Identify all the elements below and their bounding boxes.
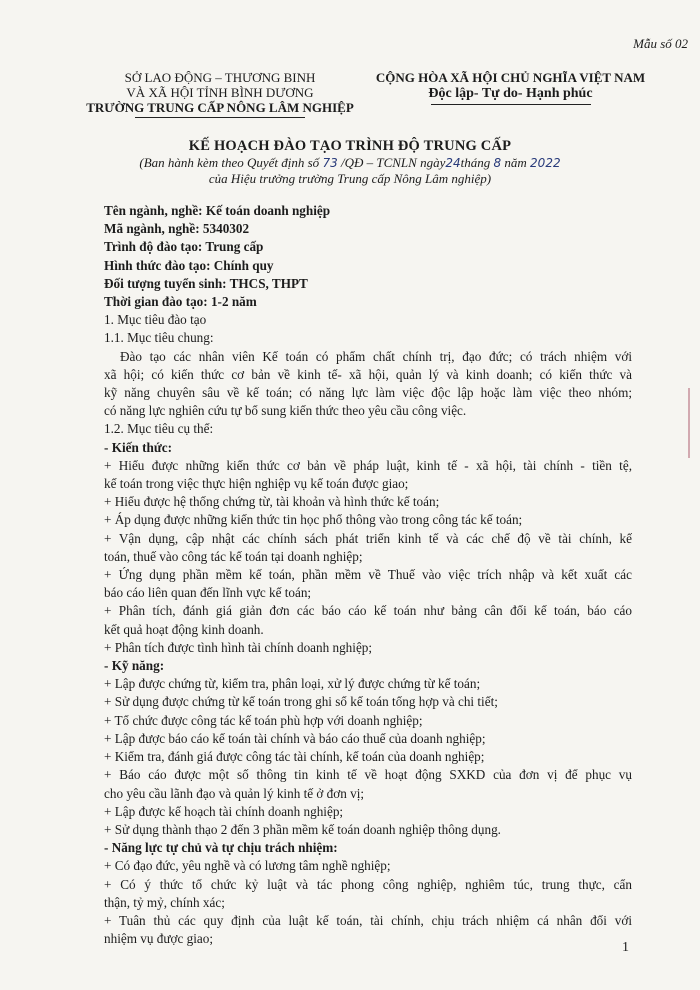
autonomy-heading: - Năng lực tự chủ và tự chịu trách nhiệm: [104, 840, 338, 856]
knowledge-item: báo cáo liên quan đến lĩnh vực kế toán; [104, 585, 312, 601]
info-line: Đối tượng tuyển sinh: THCS, THPT [104, 275, 308, 291]
decision-number: 73 [322, 156, 338, 170]
skill-item: + Sử dụng được chứng từ kế toán trong ghi sổ kế toán tổng hợp và chi tiết; [104, 694, 498, 710]
goal-line: có năng lực nghiên cứu tự bổ sung kiến thức theo yêu cầu công việc. [104, 403, 467, 419]
decision-month: 8 [493, 156, 502, 170]
skill-item: + Tổ chức được công tác kế toán phù hợp với doanh nghiệp; [104, 712, 423, 728]
skills-list [104, 675, 632, 839]
skill-item: + Kiểm tra, đánh giá được công tác tài chính, kế toán của doanh nghiệp; [104, 749, 485, 765]
school-name: TRƯỜNG TRUNG CẤP NÔNG LÂM NGHIỆP [86, 100, 354, 115]
info-line: Mã ngành, nghề: 5340302 [104, 221, 250, 237]
agency-line-1: SỞ LAO ĐỘNG – THƯƠNG BINH [124, 70, 316, 85]
knowledge-list [104, 457, 632, 657]
goal-line: kỹ năng chuyên sâu về kế toán; có năng lực làm việc độc lập hoặc làm việc theo nhóm; [104, 385, 632, 401]
autonomy-item: nhiệm vụ được giao; [104, 931, 213, 947]
nation-name: CỘNG HÒA XÃ HỘI CHỦ NGHĨA VIỆT NAM [375, 70, 646, 85]
subtitle-line-1: (Ban hành kèm theo Quyết định số 73 /QĐ – TCNLN ngày24tháng 8 năm 2022 [139, 155, 561, 170]
subtitle-line-2: của Hiệu trưởng trường Trung cấp Nông Lâm nghiệp) [208, 171, 492, 186]
knowledge-item: + Vận dụng, cập nhật các chính sách phát triển kinh tế và các chế độ về tài chính, kế [104, 530, 632, 546]
info-line: Thời gian đào tạo: 1-2 năm [104, 294, 257, 310]
skills-heading: - Kỹ năng: [104, 658, 165, 674]
autonomy-item: + Tuân thủ các quy định của luật kế toán, tài chính, chịu trách nhiệm cá nhân đối với [104, 912, 632, 928]
skill-item: + Lập được chứng từ, kiểm tra, phân loại, xử lý được chứng từ kế toán; [104, 676, 481, 692]
goal-line: Đào tạo các nhân viên Kế toán có phẩm chất chính trị, đạo đức; có trách nhiệm với [120, 348, 632, 364]
skill-item: + Lập được kế hoạch tài chính doanh nghiệp; [104, 803, 344, 819]
national-motto: Độc lập- Tự do- Hạnh phúc [428, 86, 593, 101]
document-body [104, 202, 632, 948]
document-subtitle [0, 155, 700, 187]
autonomy-item: thận, tỷ mỷ, chính xác; [104, 894, 225, 910]
decision-year: 2022 [530, 156, 561, 170]
info-line: Tên ngành, nghề: Kế toán doanh nghiệp [104, 203, 331, 218]
subsection-heading: 1.2. Mục tiêu cụ thể: [104, 421, 214, 437]
knowledge-item: kết quả hoạt động kinh doanh. [104, 621, 264, 637]
knowledge-item: + Hiểu được những kiến thức cơ bản về pháp luật, kinh tế - xã hội, tài chính - tiền tệ, [104, 457, 632, 473]
skill-item: + Sử dụng thành thạo 2 đến 3 phần mềm kế toán doanh nghiệp thông dụng. [104, 821, 501, 837]
knowledge-item: + Áp dụng được những kiến thức tin học phổ thông vào trong công tác kế toán; [104, 512, 523, 528]
autonomy-item: + Có ý thức tổ chức kỷ luật và tác phong công nghiệp, nghiêm túc, trung thực, cẩn [104, 876, 632, 892]
knowledge-item: + Ứng dụng phần mềm kế toán, phần mềm về Thuế vào việc trích nhập và kết xuất các [104, 567, 632, 583]
knowledge-heading: - Kiến thức: [104, 439, 172, 455]
skill-item: + Báo cáo được một số thông tin kinh tế về hoạt động SXKD của đơn vị để phục vụ [104, 767, 632, 783]
goal-line: xã hội; có kiến thức cơ bản về kinh tế- xã hội, quản lý và kinh doanh; có kiến thức và [104, 366, 632, 382]
form-number: Mẫu số 02 [633, 36, 688, 51]
knowledge-item: + Hiểu được hệ thống chứng từ, tài khoản và hình thức kế toán; [104, 494, 440, 510]
decision-day: 24 [445, 156, 461, 170]
agency-underline [135, 117, 305, 118]
info-line: Hình thức đào tạo: Chính quy [104, 257, 274, 273]
program-info [104, 202, 632, 311]
info-line: Trình độ đào tạo: Trung cấp [104, 239, 264, 255]
national-header [368, 70, 653, 105]
section-heading: 1. Mục tiêu đào tạo [104, 312, 207, 328]
knowledge-item: toán, thuế vào công tác kế toán tại doanh nghiệp; [104, 548, 363, 564]
general-goal [104, 348, 632, 421]
page-number: 1 [622, 940, 629, 955]
motto-underline [431, 104, 591, 105]
knowledge-item: + Phân tích, đánh giá giản đơn các báo cáo kế toán như bảng cân đối kế toán, báo cáo [104, 603, 632, 619]
agency-line-2: VÀ XÃ HỘI TỈNH BÌNH DƯƠNG [126, 85, 314, 100]
knowledge-item: kế toán trong việc thực hiện nghiệp vụ kế toán được giao; [104, 476, 409, 492]
autonomy-item: + Có đạo đức, yêu nghề và có lương tâm nghề nghiệp; [104, 858, 391, 874]
knowledge-item: + Phân tích được tình hình tài chính doanh nghiệp; [104, 639, 373, 655]
seal-edge [688, 388, 700, 458]
autonomy-list [104, 857, 632, 948]
skill-item: cho yêu cầu lãnh đạo và quản lý kinh tế ở đơn vị; [104, 785, 365, 801]
issuing-agency [84, 70, 356, 118]
document-title: KẾ HOẠCH ĐÀO TẠO TRÌNH ĐỘ TRUNG CẤP [188, 138, 512, 154]
subsection-heading: 1.1. Mục tiêu chung: [104, 330, 214, 346]
skill-item: + Lập được báo cáo kế toán tài chính và báo cáo thuế của doanh nghiệp; [104, 730, 486, 746]
